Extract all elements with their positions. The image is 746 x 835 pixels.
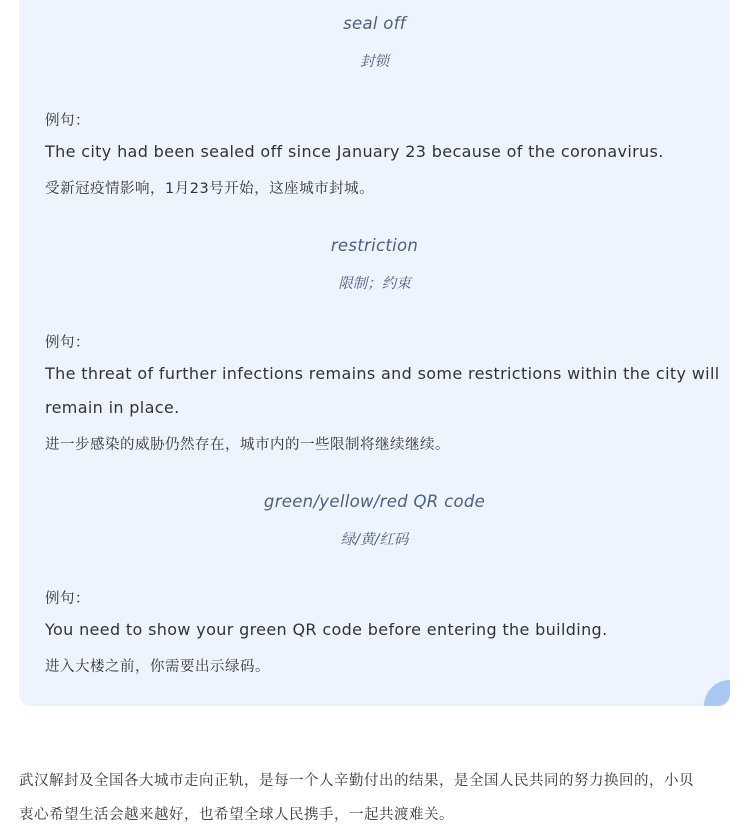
example-label: 例句： — [45, 335, 90, 351]
example-label: 例句： — [45, 591, 90, 607]
translation-qr-code: 绿/黄/红码 — [340, 532, 409, 548]
example-en: remain in place. — [45, 398, 180, 417]
closing-paragraph-line: 武汉解封及全国各大城市走向正轨，是每一个人辛勤付出的结果，是全国人民共同的努力换回的，小贝 — [19, 773, 694, 789]
term-qr-code: green/yellow/red QR code — [263, 492, 486, 511]
translation-seal-off: 封锁 — [360, 54, 389, 70]
closing-paragraph-line: 衷心希望生活会越来越好，也希望全球人民携手，一起共渡难关。 — [19, 807, 454, 823]
vocabulary-card — [19, 0, 730, 706]
example-label: 例句： — [45, 113, 90, 129]
term-restriction: restriction — [330, 236, 419, 255]
example-zh: 进一步感染的威胁仍然存在，城市内的一些限制将继续继续。 — [45, 437, 450, 453]
term-seal-off: seal off — [343, 14, 406, 33]
example-zh: 进入大楼之前，你需要出示绿码。 — [45, 659, 270, 675]
example-zh: 受新冠疫情影响，1月23号开始，这座城市封城。 — [45, 181, 375, 197]
example-en: The threat of further infections remains and some restrictions within the city will — [45, 364, 720, 383]
example-en: You need to show your green QR code before entering the building. — [45, 620, 608, 639]
corner-decoration — [704, 680, 730, 706]
example-en: The city had been sealed off since January 23 because of the coronavirus. — [45, 142, 664, 161]
translation-restriction: 限制；约束 — [338, 276, 411, 292]
